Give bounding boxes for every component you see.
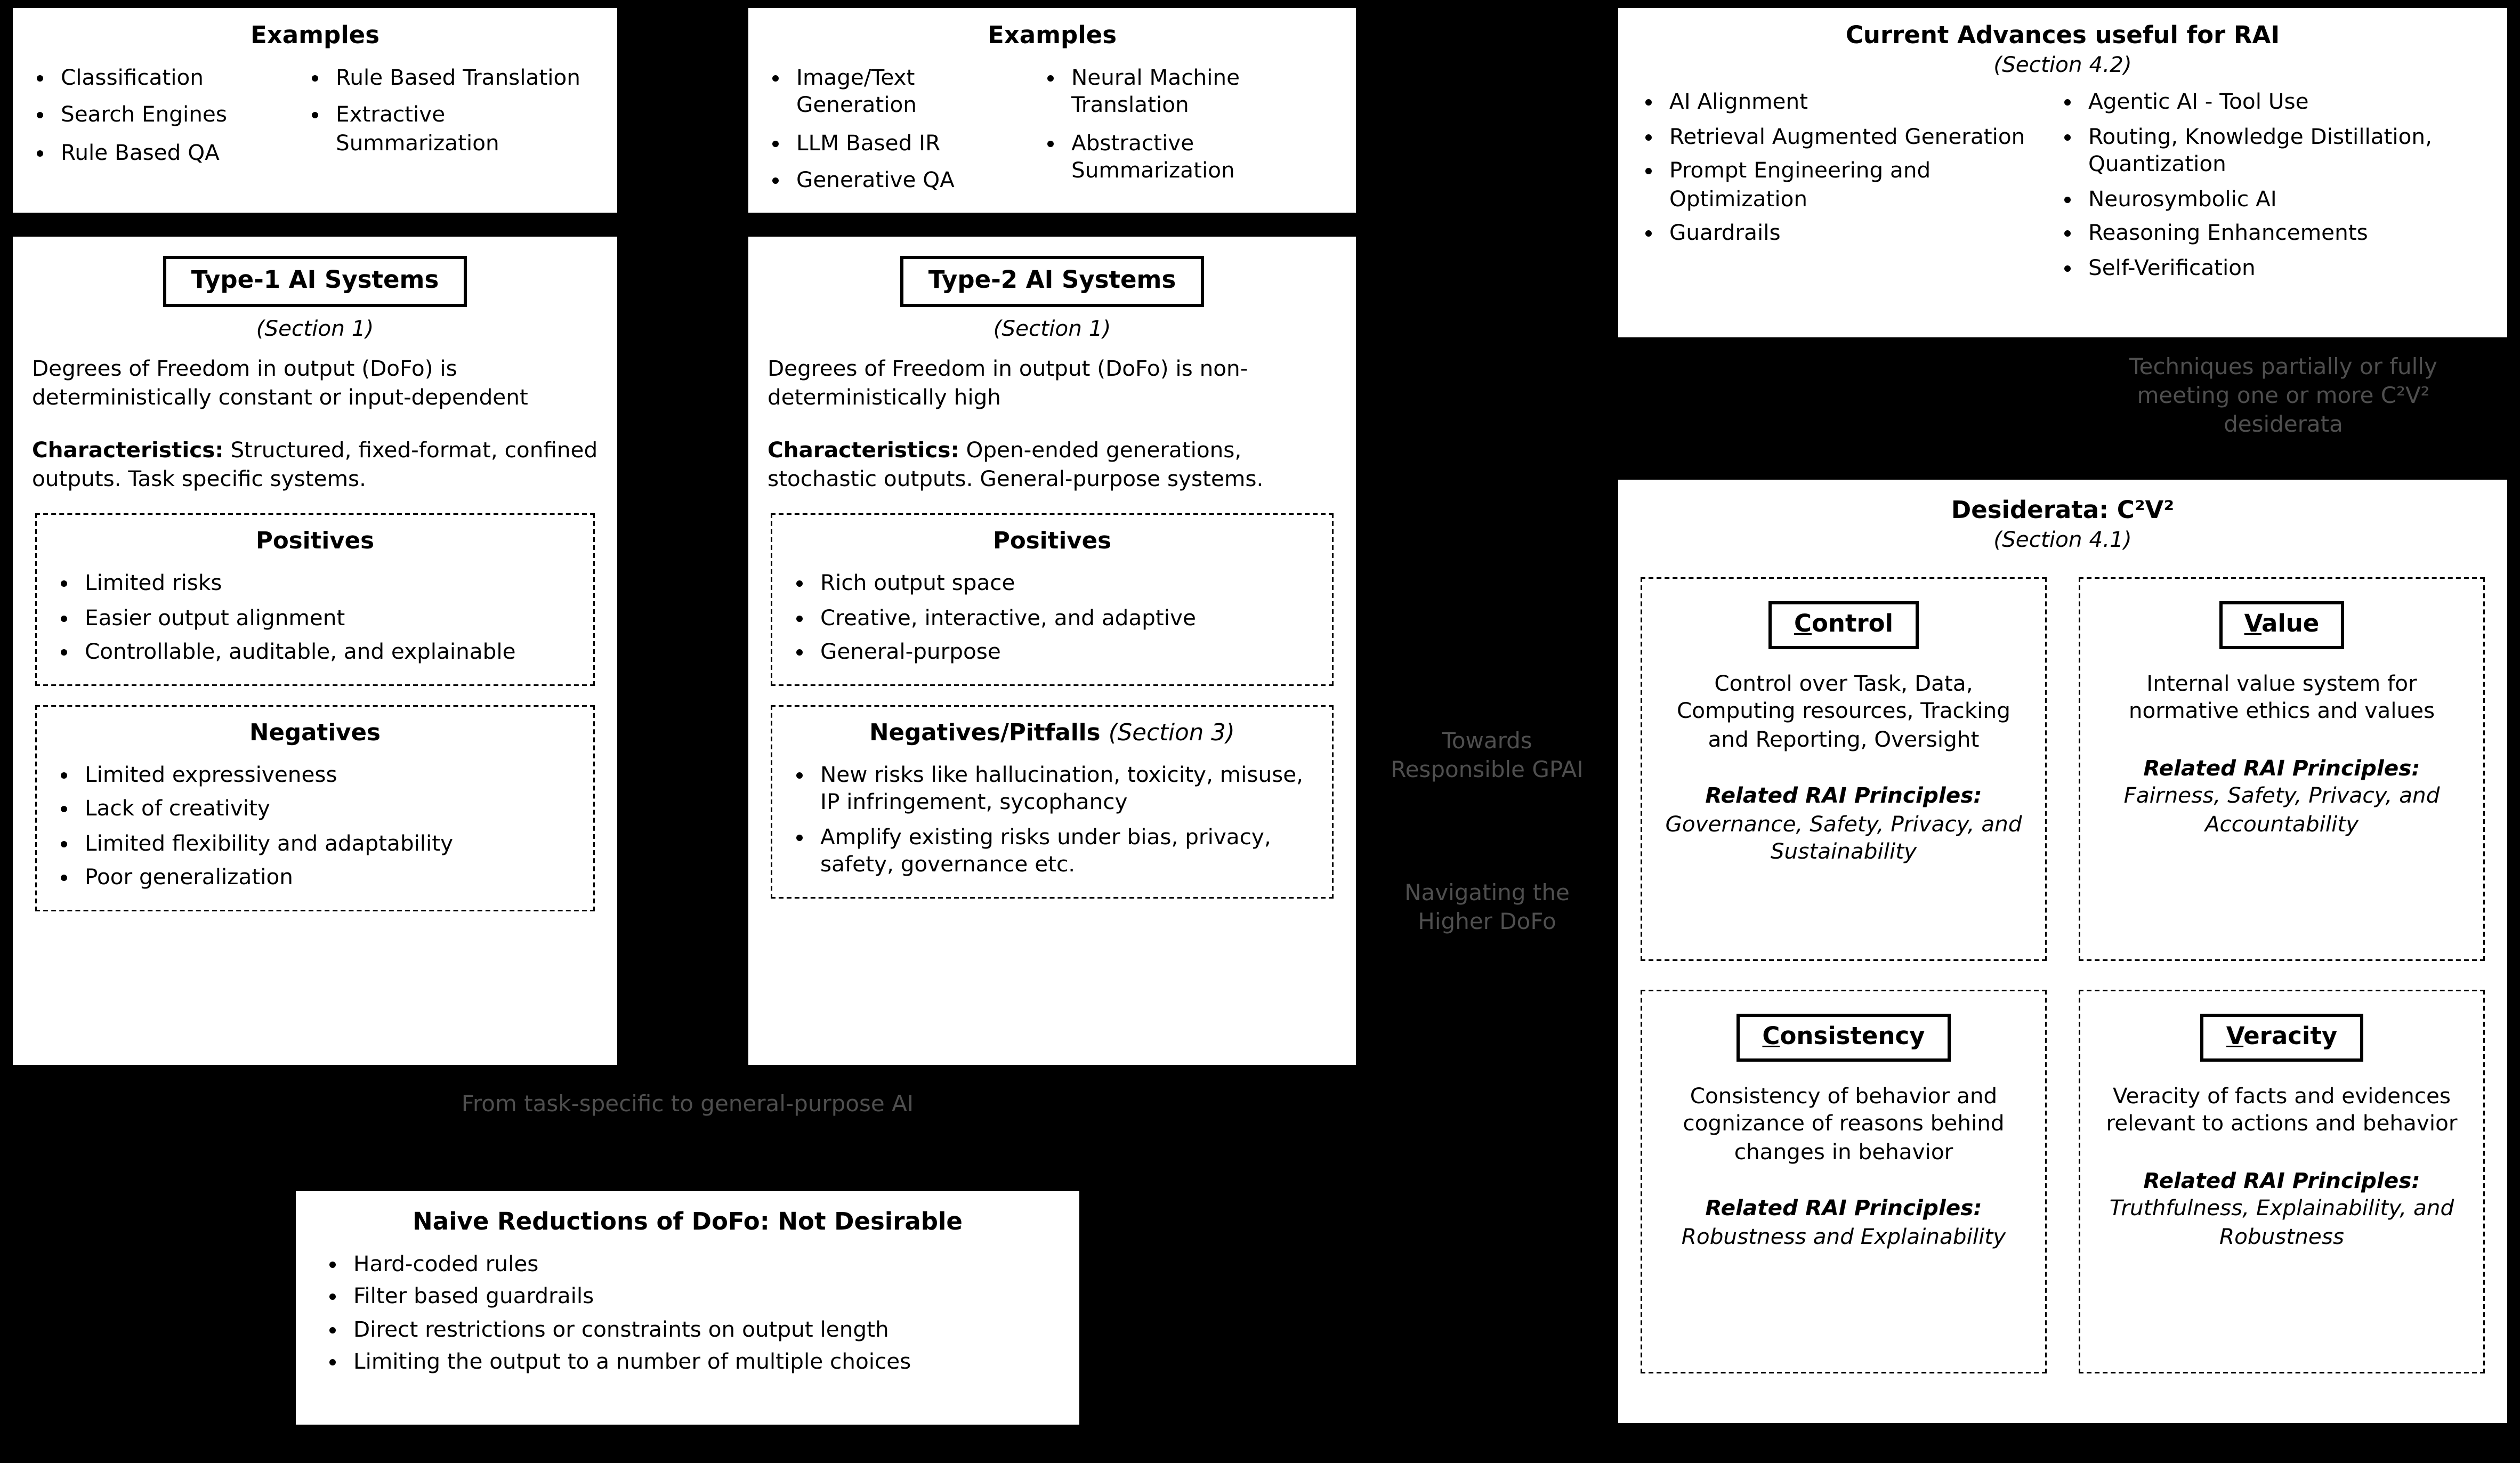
current-advances-section-ref: (Section 4.2) — [1993, 52, 2132, 78]
list-item: • New risks like hallucination, toxicity, misuse, IP infringement, sycophancy — [820, 762, 1316, 818]
control-rest: ontrol — [1812, 609, 1893, 638]
negatives-section-ref: (Section 3) — [1108, 721, 1235, 747]
desiderata-box — [1618, 480, 2507, 1423]
list-item: • Creative, interactive, and adaptive — [820, 605, 1316, 634]
type2-title: Type-2 AI Systems — [900, 256, 1205, 306]
type2-examples-col2 — [1039, 65, 1340, 206]
desiderata-cell-value — [2079, 577, 2485, 961]
list-item: • Classification — [61, 65, 304, 93]
list-item: • Agentic AI - Tool Use — [2088, 90, 2488, 118]
characteristics-label: Characteristics: — [768, 438, 959, 464]
type2-positives-box — [771, 514, 1334, 685]
veracity-rest: eracity — [2243, 1022, 2338, 1051]
list-item: • Limiting the output to a number of multiple choices — [353, 1349, 1054, 1378]
list-item: • Search Engines — [61, 102, 304, 131]
list-item: • Limited flexibility and adaptability — [85, 831, 577, 859]
control-title — [1768, 601, 1919, 649]
type1-examples-box — [13, 8, 617, 213]
principles-label: Related RAI Principles: — [1705, 1196, 1982, 1222]
list-item: • LLM Based IR — [796, 131, 1039, 159]
list-item: • Image/Text Generation — [796, 65, 1039, 121]
type2-negatives-list — [788, 762, 1316, 881]
control-initial: C — [1794, 609, 1812, 638]
naive-reductions-list — [321, 1251, 1054, 1378]
type1-title-wrap — [32, 256, 598, 306]
caption-task-to-general: From task-specific to general-purpose AI — [461, 1092, 914, 1118]
desiderata-grid — [1637, 577, 2488, 1373]
current-advances-title: Current Advances useful for RAI — [1845, 21, 2280, 50]
list-item: • Generative QA — [796, 168, 1039, 196]
principles-text: Fairness, Safety, Privacy, and Accountability — [2123, 783, 2440, 838]
list-item: • Rule Based QA — [61, 140, 304, 168]
type1-negatives-list — [53, 762, 577, 894]
current-advances-col2 — [2056, 90, 2488, 290]
principles-text: Governance, Safety, Privacy, and Sustainability — [1665, 812, 2022, 866]
list-item: • Rule Based Translation — [336, 65, 601, 93]
type2-positives-title: Positives — [992, 529, 1111, 555]
veracity-title — [2201, 1014, 2363, 1061]
desiderata-cell-veracity — [2079, 990, 2485, 1373]
list-item: • Easier output alignment — [85, 605, 577, 634]
consistency-description: Consistency of behavior and cognizance of reasons behind changes in behavior — [1683, 1083, 2005, 1165]
control-description: Control over Task, Data, Computing resources, Tracking and Reporting, Oversight — [1677, 670, 2010, 753]
list-item: • Prompt Engineering and Optimization — [1669, 158, 2056, 214]
principles-text: Robustness and Explainability — [1681, 1224, 2006, 1250]
type1-systems-box — [13, 237, 617, 1065]
current-advances-col1 — [1637, 90, 2056, 290]
list-item: • Guardrails — [1669, 221, 2056, 249]
current-advances-box — [1618, 8, 2507, 337]
list-item: • Neurosymbolic AI — [2088, 187, 2488, 215]
value-initial: V — [2244, 609, 2261, 638]
consistency-initial: C — [1762, 1022, 1780, 1051]
consistency-principles — [1658, 1197, 2029, 1252]
principles-label: Related RAI Principles: — [2143, 755, 2420, 781]
control-principles — [1658, 784, 2029, 868]
type2-section-ref: (Section 1) — [993, 316, 1111, 342]
desiderata-title: Desiderata: C²V² — [1951, 496, 2175, 524]
list-item: • Limited risks — [85, 571, 577, 599]
value-rest: alue — [2261, 609, 2320, 638]
type1-characteristics — [32, 438, 598, 494]
naive-reductions-box — [296, 1191, 1079, 1425]
caption-towards-responsible-gpai: Towards Responsible GPAI — [1391, 729, 1584, 784]
type2-examples-title: Examples — [988, 21, 1117, 50]
list-item: • Abstractive Summarization — [1071, 131, 1340, 187]
principles-label: Related RAI Principles: — [2143, 1168, 2420, 1194]
type2-characteristics — [768, 438, 1337, 494]
type1-positives-title: Positives — [255, 529, 374, 555]
type1-positives-box — [35, 514, 595, 685]
list-item: • Filter based guardrails — [353, 1284, 1054, 1312]
type2-negatives-title — [788, 719, 1316, 749]
type1-section-ref: (Section 1) — [256, 316, 374, 342]
naive-reductions-title: Naive Reductions of DoFo: Not Desirable — [413, 1207, 963, 1236]
list-item: • Direct restrictions or constraints on output length — [353, 1317, 1054, 1345]
type2-dofo-text: Degrees of Freedom in output (DoFo) is non-deterministically high — [768, 357, 1248, 410]
principles-label: Related RAI Principles: — [1705, 783, 1982, 810]
desiderata-section-ref: (Section 4.1) — [1993, 527, 2132, 553]
list-item: • AI Alignment — [1669, 90, 2056, 118]
type2-systems-box — [748, 237, 1356, 1065]
characteristics-text: Structured, fixed-format, confined outputs. Task specific systems. — [32, 438, 598, 492]
type1-examples-col1 — [29, 65, 304, 178]
veracity-initial: V — [2226, 1022, 2244, 1051]
list-item: • Controllable, auditable, and explainable — [85, 640, 577, 668]
type1-positives-list — [53, 571, 577, 668]
type2-negatives-box — [771, 705, 1334, 898]
characteristics-label: Characteristics: — [32, 438, 224, 464]
list-item: • Reasoning Enhancements — [2088, 221, 2488, 249]
type2-title-wrap — [768, 256, 1337, 306]
characteristics-text: Open-ended generations, stochastic outputs. General-purpose systems. — [768, 438, 1264, 492]
negatives-pitfalls-label: Negatives/Pitfalls — [869, 721, 1101, 747]
type1-negatives-box — [35, 705, 595, 911]
type2-examples-col1 — [764, 65, 1039, 206]
type1-examples-title: Examples — [251, 21, 379, 50]
list-item: • Self-Verification — [2088, 255, 2488, 284]
list-item: • Amplify existing risks under bias, privacy, safety, governance etc. — [820, 825, 1316, 880]
type2-positives-list — [788, 571, 1316, 668]
list-item: • General-purpose — [820, 640, 1316, 668]
type2-examples-columns — [764, 65, 1340, 206]
type1-dofo-text: Degrees of Freedom in output (DoFo) is deterministically constant or input-dependent — [32, 357, 528, 410]
current-advances-columns — [1637, 90, 2488, 290]
type1-examples-columns — [29, 65, 601, 178]
value-principles — [2096, 756, 2467, 840]
consistency-rest: onsistency — [1780, 1022, 1925, 1051]
list-item: • Rich output space — [820, 571, 1316, 599]
caption-techniques-meeting-desiderata: Techniques partially or fully meeting one or more C²V² desiderata — [2129, 355, 2437, 439]
list-item: • Poor generalization — [85, 866, 577, 894]
list-item: • Lack of creativity — [85, 796, 577, 825]
value-description: Internal value system for normative ethics and values — [2128, 670, 2435, 725]
veracity-description: Veracity of facts and evidences relevant to actions and behavior — [2106, 1083, 2458, 1137]
desiderata-cell-control — [1641, 577, 2047, 961]
type1-negatives-title: Negatives — [249, 721, 381, 747]
list-item: • Extractive Summarization — [336, 102, 601, 158]
list-item: • Limited expressiveness — [85, 762, 577, 790]
list-item: • Retrieval Augmented Generation — [1669, 124, 2056, 152]
value-title — [2219, 601, 2345, 649]
list-item: • Neural Machine Translation — [1071, 65, 1340, 121]
list-item: • Hard-coded rules — [353, 1251, 1054, 1280]
desiderata-cell-consistency — [1641, 990, 2047, 1373]
list-item: • Routing, Knowledge Distillation, Quantization — [2088, 124, 2488, 180]
type1-title: Type-1 AI Systems — [163, 256, 468, 306]
consistency-title — [1736, 1014, 1950, 1061]
type1-examples-col2 — [304, 65, 601, 178]
type2-examples-box — [748, 8, 1356, 213]
principles-text: Truthfulness, Explainability, and Robustness — [2109, 1196, 2454, 1250]
caption-navigating-higher-dofo: Navigating the Higher DoFo — [1404, 881, 1570, 936]
veracity-principles — [2096, 1168, 2467, 1252]
